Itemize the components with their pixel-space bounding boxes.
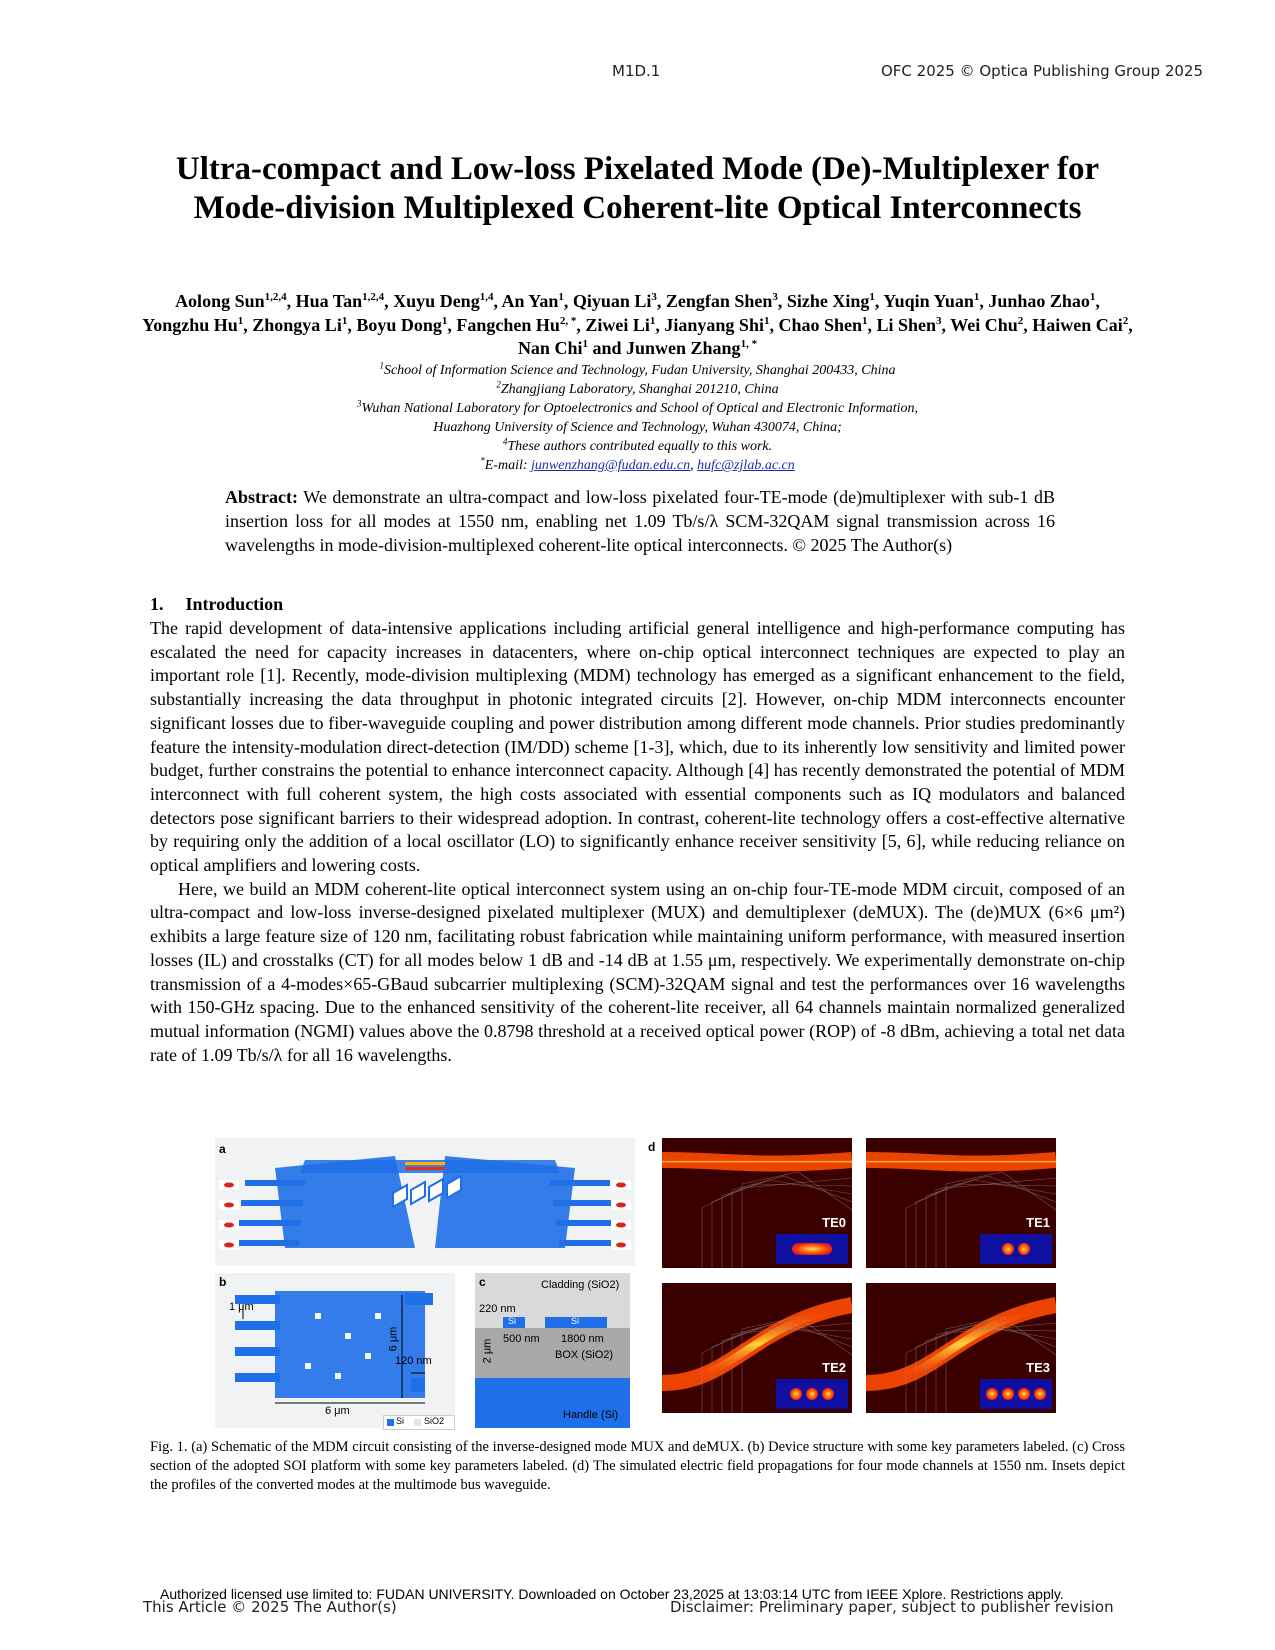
legend-si-swatch (387, 1419, 394, 1426)
figure-caption: Fig. 1. (a) Schematic of the MDM circuit consisting of the inverse-designed mode MUX and deMUX. (b) Device structure with some key parameters labeled. (c) Cross section of the adopted SOI platform with some key parameters labeled. (d) The simulated electric field propagations for four mode channels at 1550 nm. Insets depict the profiles of the converted modes at the multimode bus waveguide. (150, 1439, 1125, 1493)
legend-si: Si (396, 1416, 405, 1426)
section-title: Introduction (185, 594, 284, 614)
affiliation-text: Zhangjiang Laboratory, Shanghai 201210, China (500, 382, 779, 397)
footer-copyright: This Article © 2025 The Author(s) (143, 1598, 397, 1616)
panel-b-label: b (219, 1275, 227, 1289)
mode-label: TE3 (1026, 1360, 1050, 1375)
mode-lobe (1018, 1388, 1030, 1400)
dim-6um-vertical: 6 μm (387, 1326, 400, 1352)
mode-lobe (1002, 1388, 1014, 1400)
author-affiliation-sup: 1 (763, 314, 770, 327)
author-name: Chao Shen (778, 314, 862, 335)
affiliation-text: Huazhong University of Science and Technology, Wuhan 430074, China; (433, 420, 842, 435)
affiliation-line (150, 399, 1125, 418)
author-affiliation-sup: 2 (1122, 314, 1129, 327)
mode-label: TE0 (822, 1215, 846, 1230)
email-link-1[interactable]: junwenzhang@fudan.edu.cn (531, 458, 691, 473)
author-affiliation-sup: 2, * (559, 314, 577, 327)
author-affiliation-sup: 1 (441, 314, 448, 327)
author-affiliation-sup: 1,2,4 (264, 291, 287, 303)
material-legend (383, 1415, 455, 1430)
author-name: Jianyang Shi (664, 314, 764, 335)
author-name: Yuqin Yuan (883, 291, 974, 311)
mode-profile-inset (980, 1379, 1052, 1409)
thickness-2um: 2 μm (481, 1338, 494, 1364)
field-panel-te0 (662, 1138, 852, 1268)
author-affiliation-sup: 1,2,4 (362, 291, 385, 303)
email-sup: * (480, 455, 485, 466)
author-name: An Yan (501, 291, 559, 311)
author-affiliation-sup: 1,4 (479, 291, 494, 303)
panel-b (215, 1273, 455, 1428)
author-name: Wei Chu (950, 314, 1018, 335)
email-label: E-mail: (484, 458, 532, 473)
mode-lobe (790, 1388, 802, 1400)
email-line (150, 456, 1125, 475)
affiliation-line (150, 418, 1125, 437)
mode-lobe (1018, 1243, 1030, 1255)
footer-authorized-use: Authorized licensed use limited to: FUDAN UNIVERSITY. Downloaded on October 23,2025 at 13:03:14 UTC from IEEE Xplore. Restrictions apply. (160, 1586, 1064, 1602)
body-text (150, 617, 1125, 1067)
author-name: Yongzhu Hu (142, 314, 238, 335)
author-name: Sizhe Xing (786, 291, 870, 311)
author-name: Fangchen Hu (456, 314, 560, 335)
mode-lobe (1034, 1388, 1046, 1400)
affiliations (150, 361, 1125, 475)
legend-sio2-swatch (414, 1419, 421, 1426)
paragraph-1: The rapid development of data-intensive applications including artificial general intelligence and high-performance computing has escalated the need for capacity increases in datacenters, where on-chip optical interconnect techniques are expected to play an important role [1]. Recently, mode-division multiplexing (MDM) technology has emerged as a significant enhancement to the field, substantially increasing the data throughput in photonic integrated circuits [2]. However, on-chip MDM interconnects encounter significant losses due to fiber-waveguide coupling and power distribution among different mode channels. Prior studies predominantly feature the intensity-modulation direct-detection (IM/DD) scheme [1-3], which, due to its inherently low sensitivity and limited power budget, further constrains the potential to enhance interconnect capacity. Although [4] has recently demonstrated the potential of MDM interconnect with full coherent system, the high costs associated with essential components such as IQ modulators and balanced detectors pose significant barriers to their widespread adoption. In contrast, coherent-lite technology offers a cost-effective alternative by requiring only the addition of a local oscillator (LO) to significantly enhance receiver sensitivity [5, 6], while reducing reliance on optical amplifiers and lowering costs. (150, 618, 1125, 876)
affiliation-sup: 2 (496, 379, 501, 390)
mode-lobe (792, 1243, 832, 1255)
author-affiliation-sup: 3 (651, 291, 657, 303)
mode-profile-inset (980, 1234, 1052, 1264)
affiliation-sup: 4 (502, 436, 508, 447)
author-affiliation-sup: 1 (649, 314, 656, 327)
thickness-220nm: 220 nm (479, 1303, 516, 1315)
author-affiliation-sup: 1 (861, 314, 868, 327)
author-affiliation-sup: 2 (1017, 314, 1024, 327)
field-panel-te2 (662, 1283, 852, 1413)
section-heading (150, 594, 283, 615)
affiliation-text: These authors contributed equally to this work. (507, 439, 773, 454)
mdm-circuit-schematic (215, 1138, 635, 1266)
handle-label: Handle (Si) (563, 1409, 619, 1421)
panel-a (215, 1138, 635, 1266)
author-name: Boyu Dong (356, 314, 442, 335)
panel-a-label: a (219, 1142, 226, 1156)
mode-profile-inset (776, 1234, 848, 1264)
panel-c-label: c (479, 1275, 486, 1289)
affiliation-line (150, 380, 1125, 399)
mode-lobe (822, 1388, 834, 1400)
cladding-label: Cladding (SiO2) (541, 1279, 620, 1291)
author-affiliation-sup: 1 (582, 338, 588, 350)
paragraph-2: Here, we build an MDM coherent-lite optical interconnect system using an on-chip four-TE-mode MDM circuit, composed of an ultra-compact and low-loss inverse-designed pixelated multiplexer (MUX) and demultiplexer (deMUX). The (de)MUX (6×6 μm²) exhibits a large feature size of 120 nm, facilitating robust fabrication while maintaining uniform performance, with measured insertion losses (IL) and crosstalks (CT) for all modes below 1 dB and -14 dB at 1.55 μm, respectively. We experimentally demonstrate on-chip transmission of a 4-modes×65-GBaud subcarrier multiplexing (SCM)-32QAM signal and test the performances over 16 wavelengths with 150-GHz spacing. Due to the enhanced sensitivity of the coherent-lite receiver, all 64 channels maintain normalized generalized mutual information (NGMI) values above the 0.8798 threshold at a received optical power (ROP) of -8 dBm, achieving a total net data rate of 1.09 Tb/s/λ for all 16 wavelengths. (150, 878, 1125, 1065)
author-name: Haiwen Cai (1032, 314, 1123, 335)
legend-sio2: SiO2 (424, 1416, 445, 1426)
affiliation-line (150, 437, 1125, 456)
email-separator: , (690, 458, 698, 473)
mode-lobe (806, 1388, 818, 1400)
mode-label: TE2 (822, 1360, 846, 1375)
author-affiliation-sup: 1, * (740, 338, 758, 350)
header-session-code: M1D.1 (612, 62, 661, 80)
box-label: BOX (SiO2) (555, 1349, 614, 1361)
author-affiliation-sup: 1 (558, 291, 564, 303)
affiliation-text: Wuhan National Laboratory for Optoelectronics and School of Optical and Electronic Information, (361, 401, 919, 416)
author-affiliation-sup: 1 (341, 314, 348, 327)
author-affiliation-sup: 1 (869, 291, 875, 303)
width-1800nm: 1800 nm (561, 1333, 604, 1345)
email-link-2[interactable]: hufc@zjlab.ac.cn (697, 458, 795, 473)
author-affiliation-sup: 1 (237, 314, 244, 327)
author-list: Aolong Sun$^{1,2,4}$, Hua Tan$^{1,2,4}$, Xuyu Deng$^{1,4}$, An Yan$^1$, Qiyuan Li$^3$, Zengfan Shen$^3$, Sizhe Xing$^1$, Yuqin Yuan$^1$, Junhao Zhao$^1$, Yongzhu Hu$^1$, Zhongya Li$^1$, Boyu Dong$^1$, Fangchen $Hu^{2, *}$, Ziwei Li$^1$, Jianyang Shi$^1$, Chao Shen$^1$, Li Shen$^3$, Wei Chu$^2$, Haiwen Cai$^2$, Nan Chi$^1$ and Junwen Zhang$^{1, *}$ (142, 291, 1133, 358)
mode-label: TE1 (1026, 1215, 1050, 1230)
author-name: Zengfan Shen (665, 291, 773, 311)
si-label-2: Si (571, 1316, 580, 1326)
panel-d-label: d (648, 1140, 656, 1154)
abstract-text: We demonstrate an ultra-compact and low-loss pixelated four-TE-mode (de)multiplexer with sub-1 dB insertion loss for all modes at 1550 nm, enabling net 1.09 Tb/s/λ SCM-32QAM signal transmission across 16 wavelengths in mode-division-multiplexed coherent-lite optical interconnects. © 2025 The Author(s) (225, 487, 1055, 555)
affiliation-line (150, 361, 1125, 380)
author-affiliation-sup: 1 (1089, 291, 1096, 303)
author-name: Junhao Zhao (988, 291, 1090, 311)
author-affiliation-sup: 1 (973, 291, 980, 303)
author-name: Ziwei Li (585, 314, 650, 335)
mode-lobe (986, 1388, 998, 1400)
dim-120nm: 120 nm (395, 1355, 432, 1367)
author-name: Xuyu Deng (393, 291, 480, 311)
author-name: Li Shen (876, 314, 937, 335)
author-affiliation-sup: 3 (772, 291, 778, 303)
panel-c (475, 1273, 630, 1428)
mode-profile-inset (776, 1379, 848, 1409)
mode-lobe (1002, 1243, 1014, 1255)
field-panel-te1 (866, 1138, 1056, 1268)
author-name: Qiyuan Li (572, 291, 652, 311)
author-name: Aolong Sun (175, 291, 265, 311)
affiliation-sup: 1 (379, 360, 384, 371)
figure-1 (219, 1138, 1055, 1428)
affiliation-list (150, 361, 1125, 456)
abstract (225, 485, 1055, 557)
width-500nm: 500 nm (503, 1333, 540, 1345)
dim-6um-horizontal: 6 μm (325, 1405, 350, 1417)
panel-d (662, 1138, 1055, 1428)
author-affiliation-sup: 3 (936, 314, 942, 327)
header-conference: OFC 2025 © Optica Publishing Group 2025 (880, 62, 1203, 80)
si-label-1: Si (508, 1316, 517, 1326)
footer-disclaimer: Disclaimer: Preliminary paper, subject to publisher revision (670, 1598, 1114, 1616)
dim-1um: 1 μm (229, 1301, 254, 1313)
author-name: Nan Chi (517, 338, 583, 358)
affiliation-text: School of Information Science and Technology, Fudan University, Shanghai 200433, China (383, 363, 896, 378)
section-number: 1. (150, 594, 164, 614)
abstract-label: Abstract: (225, 487, 298, 507)
field-panel-te3 (866, 1283, 1056, 1413)
author-name: Junwen Zhang (626, 338, 741, 358)
author-name: Hua Tan (295, 291, 363, 311)
affiliation-sup: 3 (356, 398, 362, 409)
author-name: Zhongya Li (252, 314, 342, 335)
paper-title: Ultra-compact and Low-loss Pixelated Mode (De)-Multiplexer for Mode-division Multiplexed Coherent-lite Optical Interconnects (175, 151, 1100, 226)
